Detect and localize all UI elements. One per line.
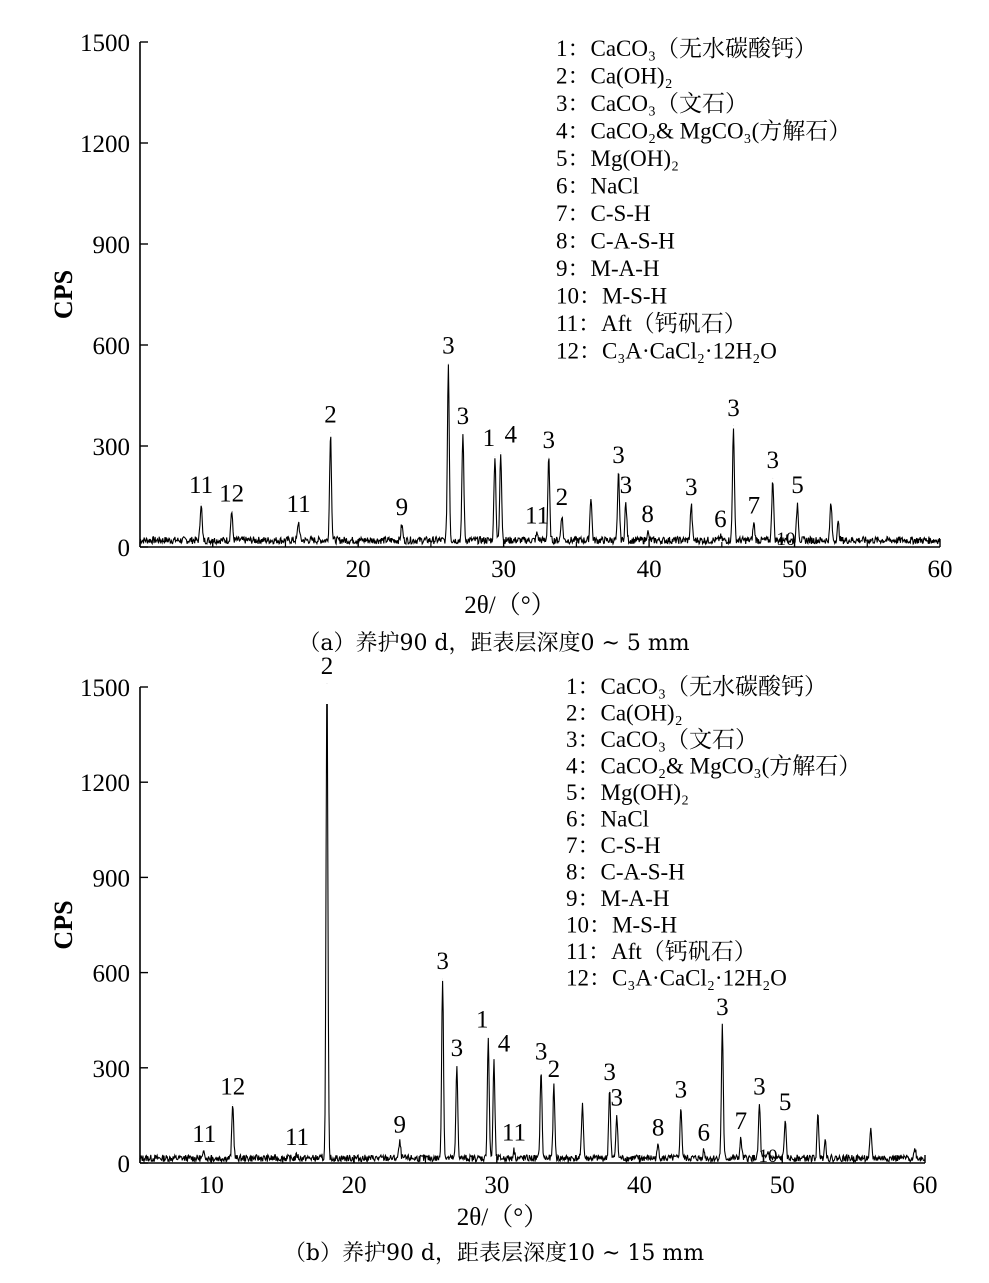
x-tick-label: 40 [627,1172,653,1199]
legend-entry: 8：C-A-S-H [556,228,675,254]
peak-label: 7 [747,492,761,520]
x-tick-label: 50 [769,1172,795,1199]
peak-label: 7 [734,1108,748,1136]
legend-entry: 11：Aft（钙矾石） [566,939,757,964]
peak-label: 1 [482,425,496,453]
peak-label: 4 [497,1030,511,1058]
x-tick-label: 40 [636,556,662,583]
peak-label: 11 [284,1124,310,1152]
y-axis-label: CPS [49,269,78,320]
legend-entry: 3：CaCO₃（文石） [556,91,749,116]
peak-label: 8 [641,500,654,528]
peak-label: 2 [320,652,334,680]
legend-entry: 11：Aft（钙矾石） [556,311,747,336]
peak-label: 10 [758,1145,778,1167]
legend-entry: 8：C-A-S-H [566,859,685,885]
peak-label: 8 [651,1114,665,1142]
peak-label: 2 [324,401,337,429]
x-axis-label: 2θ/（°） [456,1204,549,1231]
x-tick-label: 30 [484,1172,510,1199]
peak-label: 3 [612,441,625,469]
peak-label: 9 [395,494,409,522]
legend-entry: 1：CaCO₃（无水碳酸钙） [566,674,828,699]
x-tick-label: 60 [927,556,953,583]
peak-label: 11 [525,502,550,530]
peak-label: 3 [766,446,779,474]
y-tick-label: 1500 [80,675,130,702]
peak-label: 12 [220,1073,246,1101]
peak-label: 3 [610,1084,623,1112]
peak-label: 3 [436,947,449,975]
figure-caption-b: （b）养护90 d，距表层深度10 ~ 15 mm [283,1241,705,1266]
y-tick-label: 900 [92,865,130,893]
peak-label: 1 [476,1006,489,1034]
peak-label: 11 [501,1119,526,1147]
y-tick-label: 300 [92,1055,130,1083]
peak-label: 5 [778,1089,792,1117]
legend-entry: 6：NaCl [556,173,640,199]
chart-panel-b [49,653,938,1266]
x-tick-label: 10 [198,1172,224,1199]
y-tick-label: 1200 [80,131,130,158]
peak-label: 3 [442,332,455,360]
legend-entry: 7：C-S-H [556,201,651,226]
peak-label: 11 [286,490,311,518]
y-tick-label: 0 [117,1151,130,1178]
y-tick-label: 1500 [80,30,130,57]
peak-label: 9 [393,1111,407,1139]
peak-label: 11 [192,1120,217,1148]
legend-entry: 2：Ca(OH)₂ [566,700,683,726]
peak-label: 4 [504,421,517,449]
y-tick-label: 600 [92,333,130,360]
peak-label: 3 [603,1059,616,1087]
legend-entry: 9：M-A-H [566,886,670,911]
peak-label: 3 [450,1035,464,1063]
peak-label: 6 [697,1119,711,1147]
chart-panel-a [49,30,953,656]
peak-label: 2 [547,1055,561,1083]
legend-entry: 3：CaCO₃（文石） [566,727,759,752]
x-axis-label: 2θ/（°） [464,592,556,619]
peak-label: 3 [534,1038,548,1066]
x-tick-label: 50 [782,556,808,583]
peak-label: 12 [219,480,245,508]
peak-label: 3 [727,394,740,422]
legend-entry: 5：Mg(OH)₂ [556,146,680,171]
legend-entry: 10：M-S-H [566,912,678,938]
peak-label: 3 [674,1076,688,1104]
legend-entry: 7：C-S-H [566,833,661,858]
figure-caption-a: （a）养护90 d，距表层深度0 ~ 5 mm [298,631,690,656]
peak-label: 3 [619,472,633,500]
legend-entry: 10：M-S-H [556,283,668,309]
y-tick-label: 1200 [80,770,130,798]
legend-entry: 12：C₃A·CaCl₂·12H₂O [556,338,777,364]
legend-entry: 4：CaCO₂& MgCO₃(方解石） [556,118,852,144]
legend-entry: 9：M-A-H [556,256,660,281]
legend-entry: 6：NaCl [566,806,650,832]
legend-entry: 12：C₃A·CaCl₂·12H₂O [566,965,787,991]
peak-label: 6 [714,505,727,533]
x-tick-label: 10 [200,556,226,583]
peak-label: 3 [456,403,470,431]
peak-label: 5 [791,472,804,500]
y-tick-label: 900 [92,232,130,259]
peak-label: 2 [555,484,569,512]
y-axis-label: CPS [49,900,78,950]
legend-entry: 1：CaCO₃（无水碳酸钙） [556,36,818,61]
peak-label: 10 [776,529,796,551]
peak-label: 3 [542,426,555,454]
y-tick-label: 0 [117,535,130,562]
x-tick-label: 60 [912,1172,938,1199]
peak-label: 11 [189,472,214,500]
x-tick-label: 30 [491,556,517,583]
x-tick-label: 20 [345,556,371,583]
x-tick-label: 20 [341,1172,367,1199]
peak-label: 3 [685,473,698,501]
peak-label: 3 [753,1073,766,1101]
y-tick-label: 600 [92,960,130,988]
y-tick-label: 300 [92,434,130,461]
peak-label: 3 [716,993,729,1021]
legend-entry: 4：CaCO₂& MgCO₃(方解石） [566,753,862,779]
legend-entry: 5：Mg(OH)₂ [566,780,690,805]
legend-entry: 2：Ca(OH)₂ [556,63,673,89]
